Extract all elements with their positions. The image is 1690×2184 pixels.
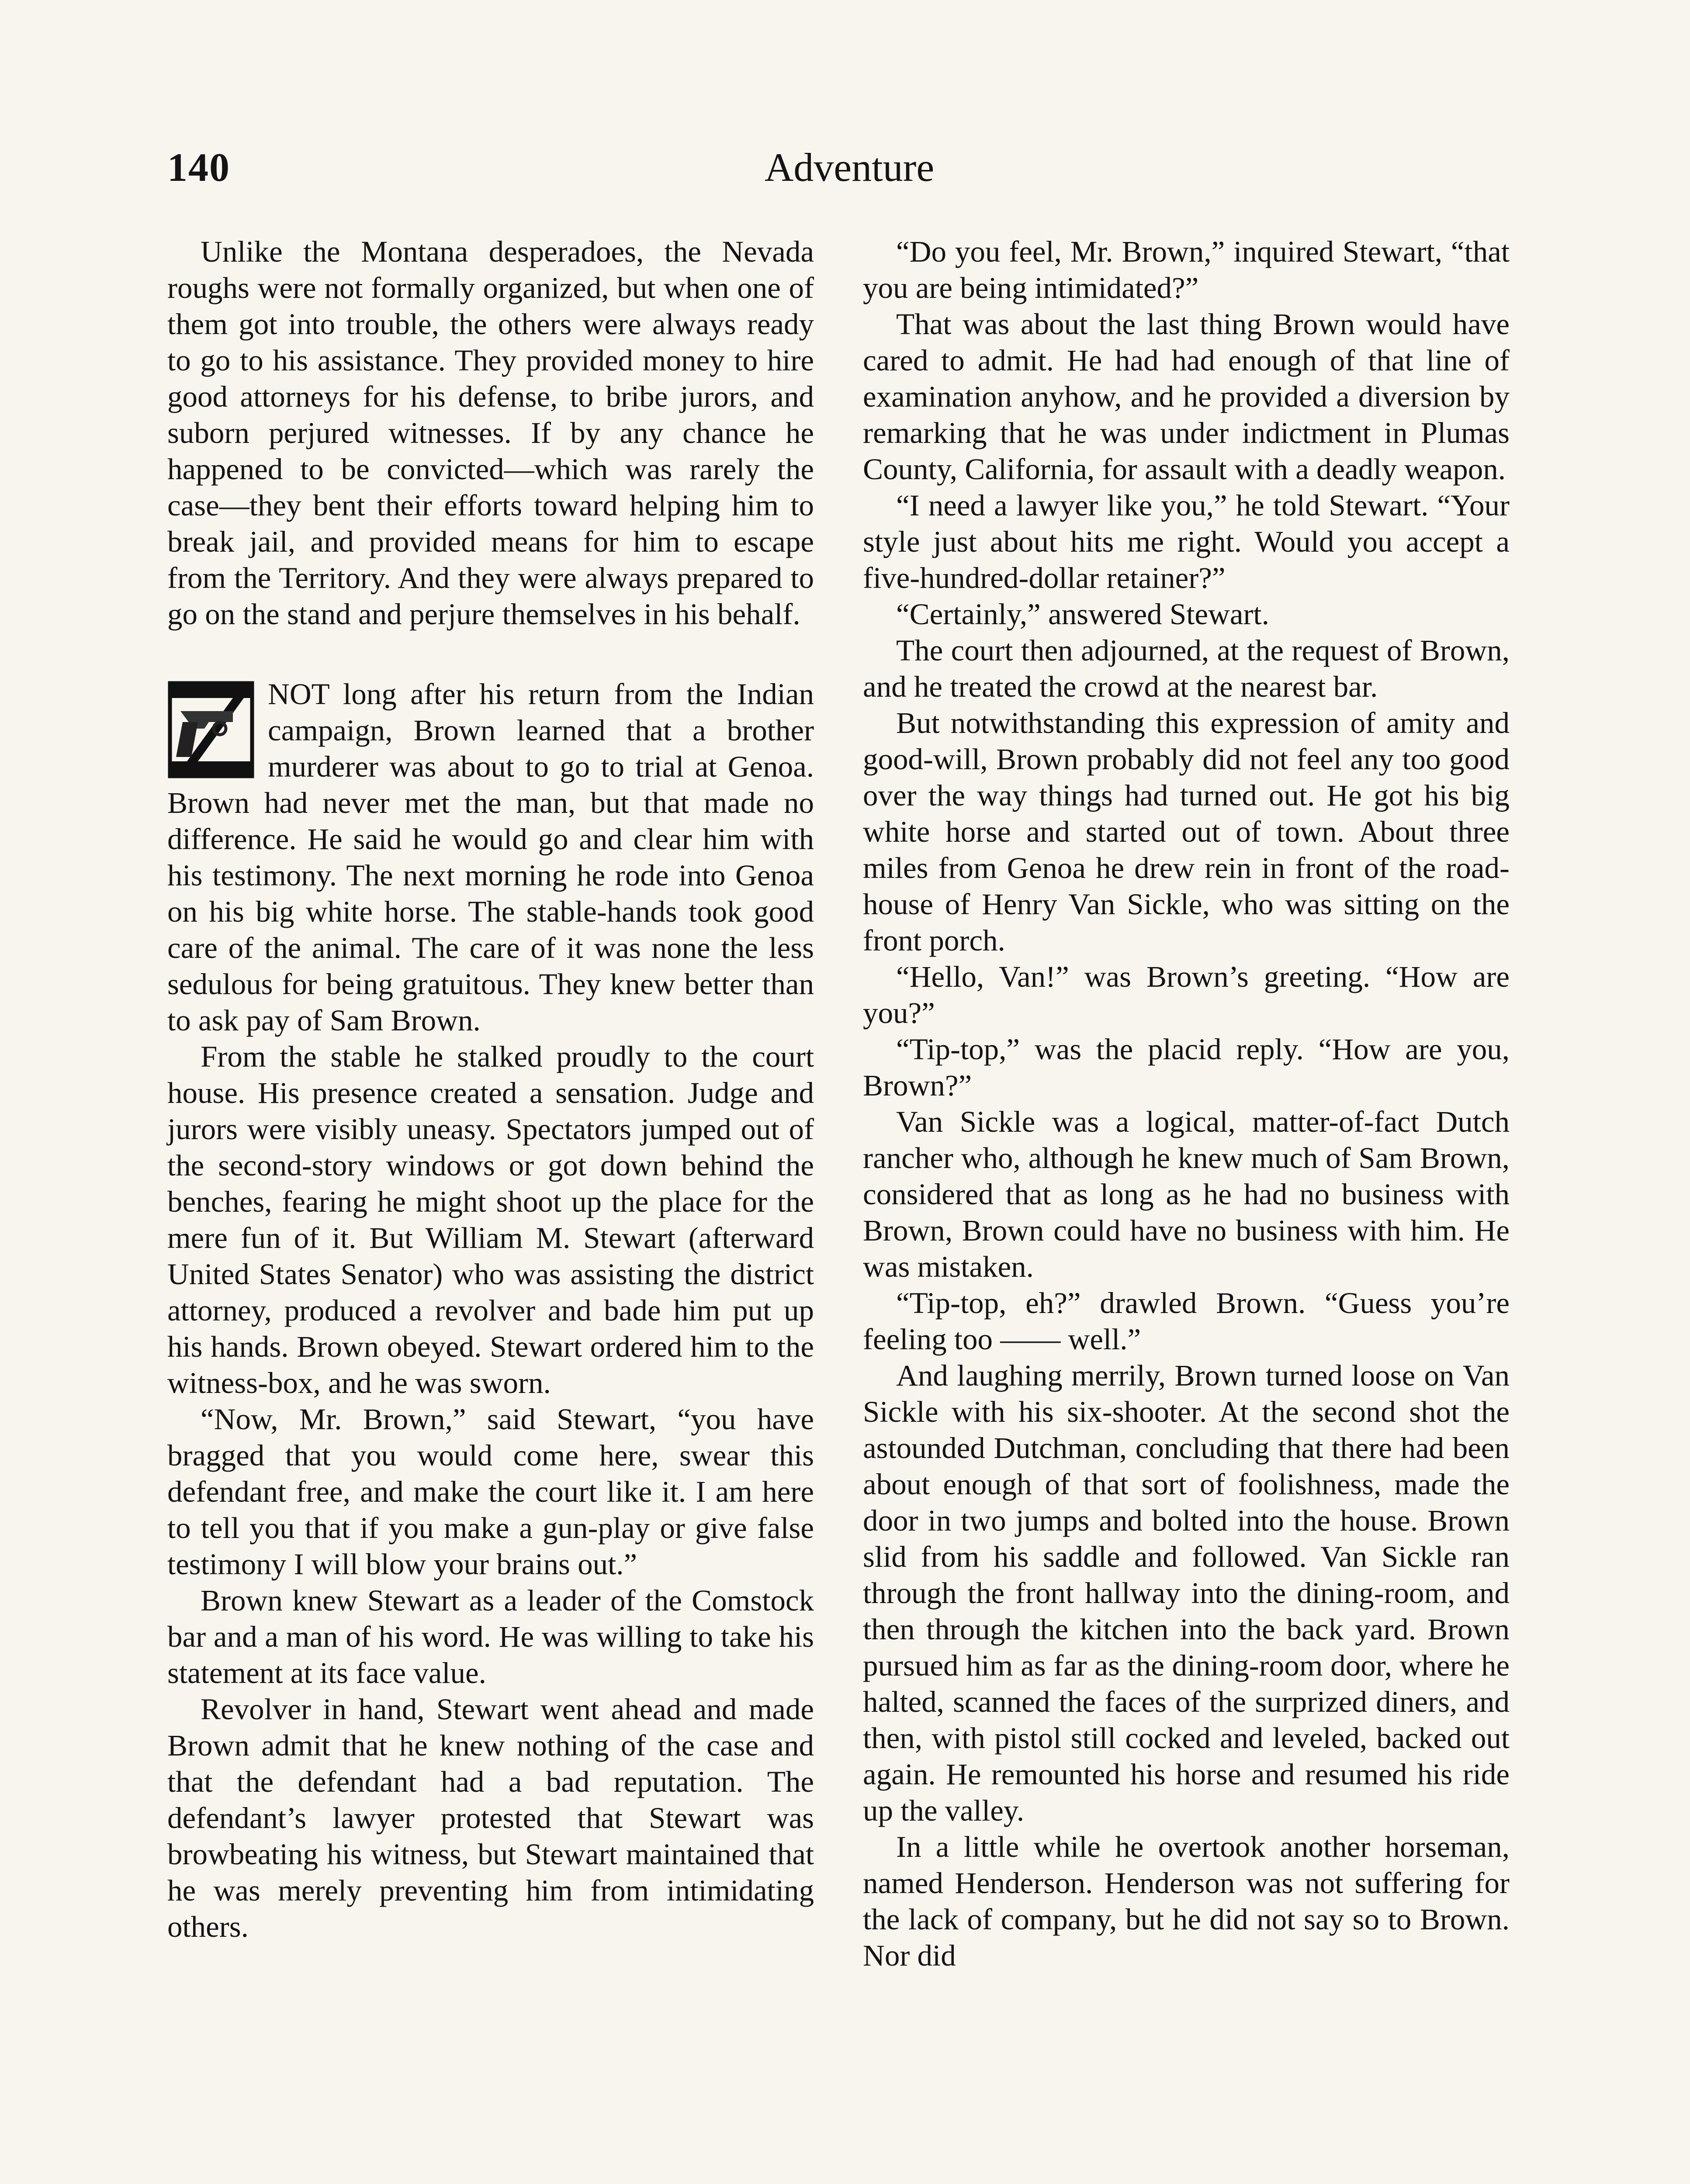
paragraph: In a little while he overtook another horseman, named Henderson. Henderson was not suffering for the lack of company, but he did not say so to Brown. Nor did xyxy=(863,1830,1510,1972)
page-number: 140 xyxy=(167,145,230,190)
right-column xyxy=(863,234,1510,1974)
paragraph: Revolver in hand, Stewart went ahead and made Brown admit that he knew nothing of the case and that the defendant had a bad reputation. The defendant’s lawyer protested that Stewart was browbeating his witness, but Stewart maintained that he was merely preventing him from intimidating others. xyxy=(167,1693,814,1943)
paragraph: “Tip-top,” was the placid reply. “How are you, Brown?” xyxy=(863,1033,1510,1102)
paragraph: “Do you feel, Mr. Brown,” inquired Stewart, “that you are being intimidated?” xyxy=(863,235,1510,304)
section-start-paragraph xyxy=(167,676,814,1039)
running-title: Adventure xyxy=(764,145,935,190)
paragraph: “Tip-top, eh?” drawled Brown. “Guess you’re feeling too —— well.” xyxy=(863,1286,1510,1356)
left-column xyxy=(167,234,814,1945)
paragraph: “Hello, Van!” was Brown’s greeting. “How are you?” xyxy=(863,960,1510,1030)
paragraph: Brown knew Stewart as a leader of the Comstock bar and a man of his word. He was willing to take his statement at its face value. xyxy=(167,1584,814,1690)
paragraph: And laughing merrily, Brown turned loose on Van Sickle with his six-shooter. At the second shot the astounded Dutchman, concluding that there had been about enough of that sort of foolishness, made the door in two jumps and bolted into the house. Brown slid from his saddle and followed. Van Sickle ran through the front hallway into the dining-room, and then through the kitchen into the back yard. Brown pursued him as far as the dining-room door, where he halted, scanned the faces of the surprized diners, and then, with pistol still cocked and leveled, backed out again. He remounted his horse and resumed his ride up the valley. xyxy=(863,1359,1510,1827)
paragraph: Unlike the Montana desperadoes, the Nevada roughs were not formally organized, but when one of them got into trouble, the others were always ready to go to his assistance. They provided money to hire good attorneys for his defense, to bribe jurors, and suborn perjured witnesses. If by any chance he happened to be convicted—which was rarely the case—they bent their efforts toward helping him to break jail, and provided means for him to escape from the Territory. And they were always prepared to go on the stand and perjure themselves in his behalf. xyxy=(167,235,814,631)
paragraph: Van Sickle was a logical, matter-of-fact Dutch rancher who, although he knew much of Sam Brown, considered that as long as he had no business with Brown, Brown could have no business with him. He was mistaken. xyxy=(863,1105,1510,1283)
paragraph: “Now, Mr. Brown,” said Stewart, “you have bragged that you would come here, swear this defendant free, and make the court like it. I am here to tell you that if you make a gun-play or give false testimony I will blow your brains out.” xyxy=(167,1403,814,1581)
paragraph: But notwithstanding this expression of amity and good-will, Brown probably did not feel any too good over the way things had turned out. He got his big white horse and started out of town. About three miles from Genoa he drew rein in front of the road-house of Henry Van Sickle, who was sitting on the front porch. xyxy=(863,706,1510,957)
paragraph: “I need a lawyer like you,” he told Stewart. “Your style just about hits me right. Would you accept a five-hundred-dollar retainer?” xyxy=(863,489,1510,594)
page-header xyxy=(167,144,1531,201)
paragraph: That was about the last thing Brown would have cared to admit. He had had enough of that line of examination anyhow, and he provided a diversion by remarking that he was under indictment in Plumas County, California, for assault with a deadly weapon. xyxy=(863,308,1510,486)
paragraph: The court then adjourned, at the request of Brown, and he treated the crowd at the nearest bar. xyxy=(863,634,1510,703)
decorative-initial-gun-icon xyxy=(167,681,255,779)
paragraph: “Certainly,” answered Stewart. xyxy=(896,598,1269,631)
paragraph-text: NOT long after his return from the Indian campaign, Brown learned that a brother murderer was about to go to trial at Genoa. Brown had never met the man, but that made no difference. He said he would go and clear him with his testimony. The next morning he rode into Genoa on his big white horse. The stable-hands took good care of the animal. The care of it was none the less sedulous for being gratuitous. They knew better than to ask pay of Sam Brown. xyxy=(167,677,814,1037)
paragraph: From the stable he stalked proudly to the court house. His presence created a sensation. Judge and jurors were visibly uneasy. Spectators jumped out of the second-story windows or got down behind the benches, fearing he might shoot up the place for the mere fun of it. But William M. Stewart (afterward United States Senator) who was assisting the district attorney, produced a revolver and bade him put up his hands. Brown obeyed. Stewart ordered him to the witness-box, and he was sworn. xyxy=(167,1040,814,1400)
